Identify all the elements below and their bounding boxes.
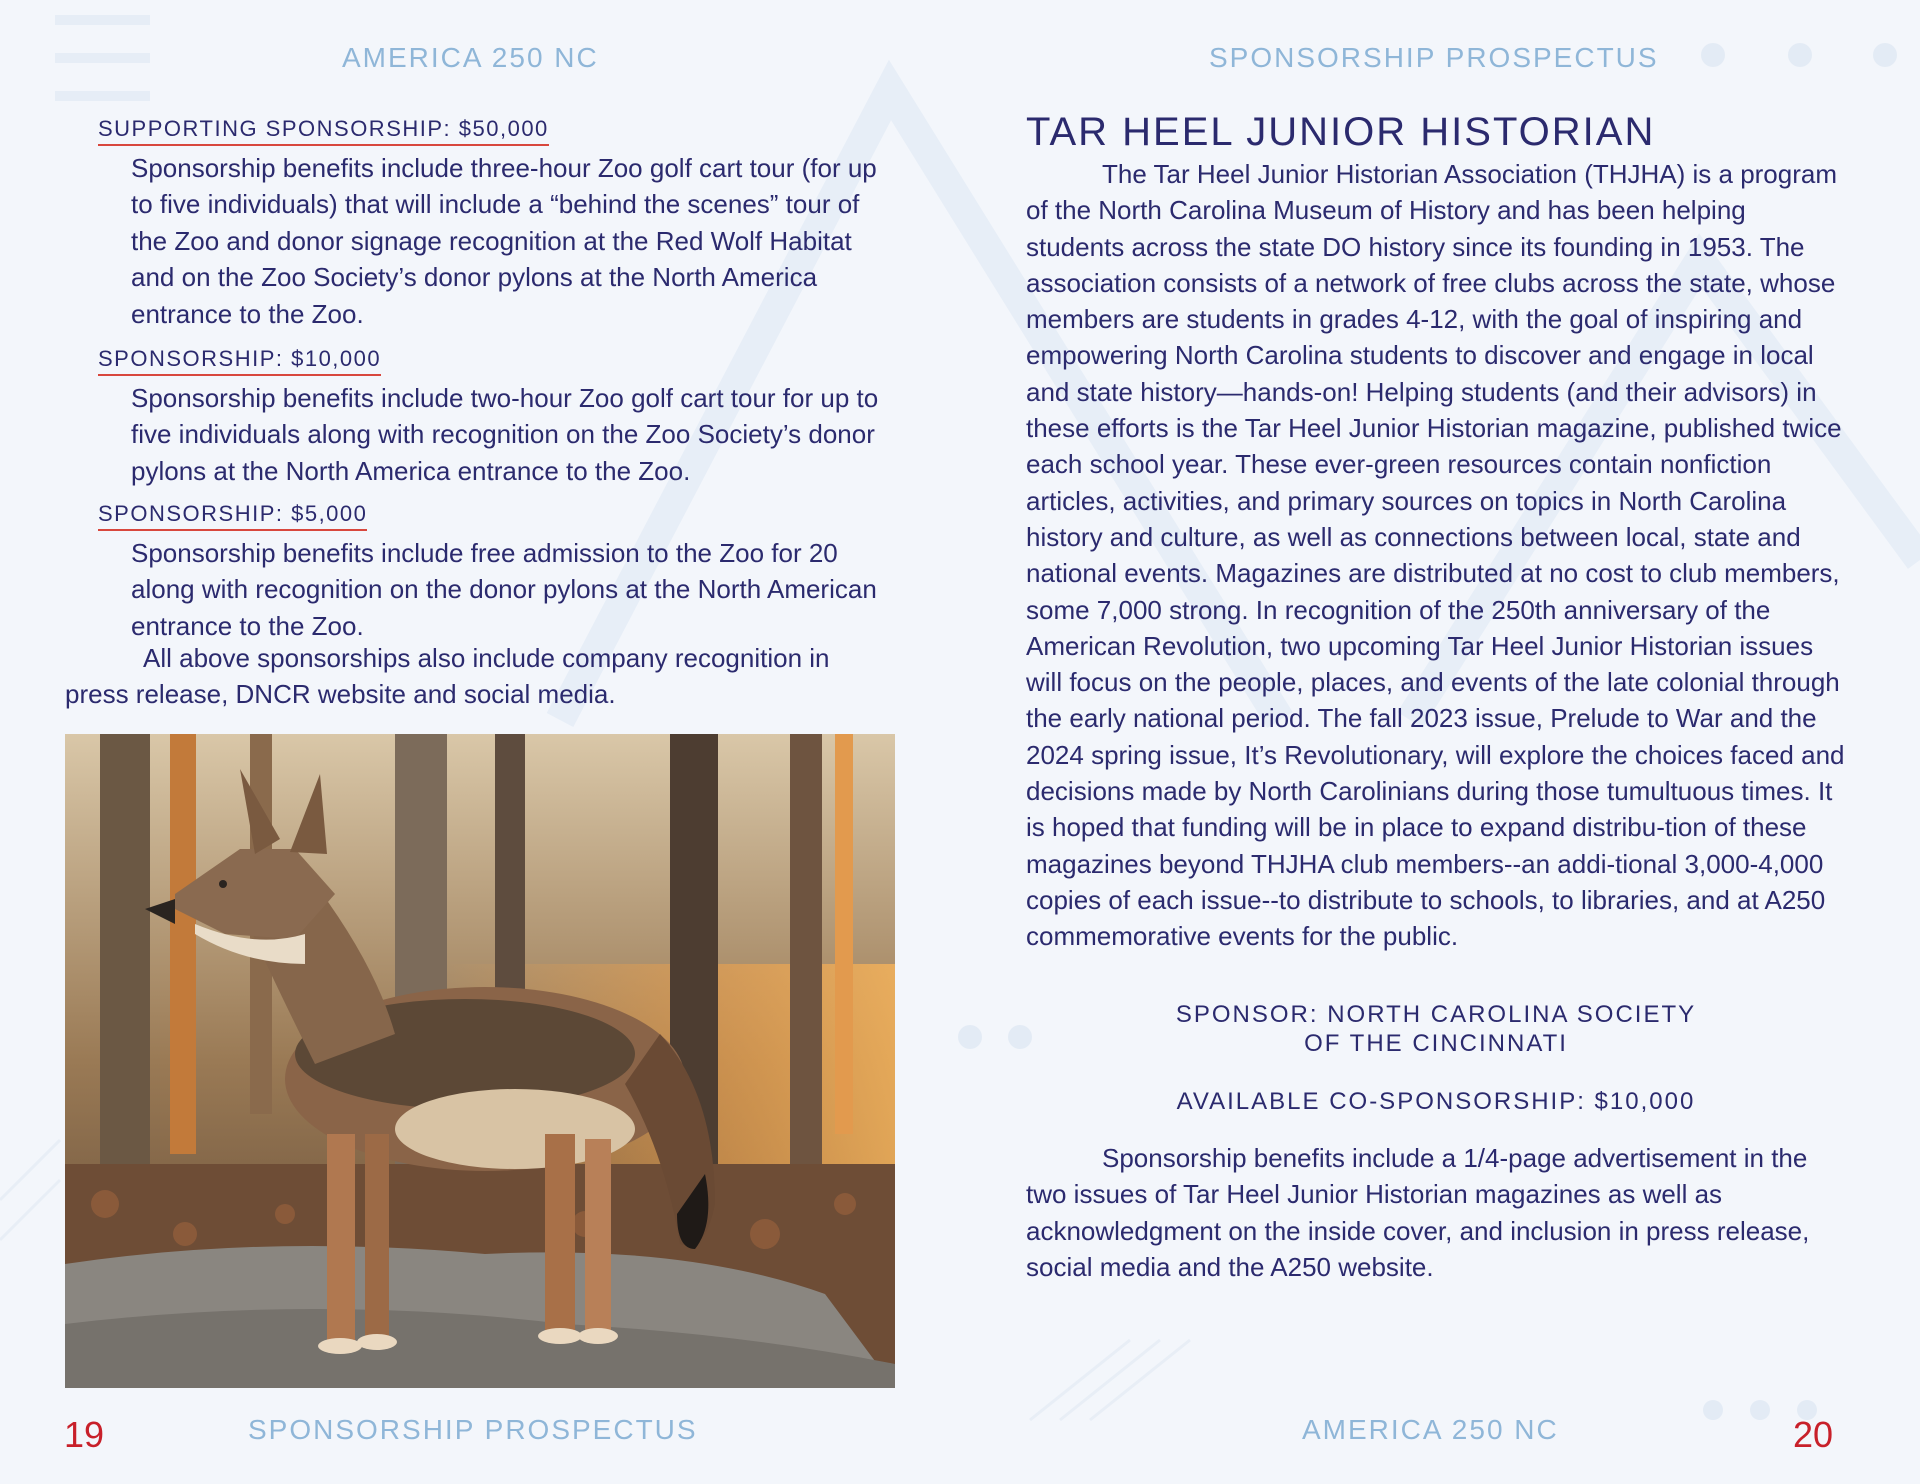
left-running-head: AMERICA 250 NC (342, 42, 599, 73)
sponsorship-10000 (98, 346, 898, 489)
sponsor-line-1: SPONSOR: NORTH CAROLINA SOCIETY (1175, 1001, 1697, 1028)
sponsor-line-2: OF THE CINCINNATI (1304, 1030, 1568, 1057)
sponsorship-heading: SPONSORSHIP: $5,000 (98, 501, 367, 531)
sponsorship-body: Sponsorship benefits include three-hour Zoo golf cart tour (for up to five individuals) that will include a “behind the scenes” tour of the Zoo and donor signage recognition at the Red Wolf Habitat and on the Zoo Society’s donor pylons at the North America entrance to the Zoo. (131, 153, 877, 329)
right-page (960, 0, 1920, 1484)
right-running-head: SPONSORSHIP PROSPECTUS (1209, 42, 1659, 73)
sponsorship-body: Sponsorship benefits include free admission to the Zoo for 20 along with recognition on the donor pylons at the North American entrance to the Zoo. (131, 538, 877, 641)
right-footer-label: AMERICA 250 NC (1302, 1414, 1559, 1445)
article-body: The Tar Heel Junior Historian Association (THJHA) is a program of the North Carolina Museum of History and has been helping students across the state DO history since its founding in 1953. The association consists of a network of free clubs across the state, whose members are students in grades 4-12, with the goal of inspiring and empowering North Carolina students to discover and engage in local and state history—hands-on! Helping students (and their advisors) in these efforts is the Tar Heel Junior Historian magazine, published twice each school year. These ever-green resources contain nonfiction articles, activities, and primary sources on topics in North Carolina history and culture, as well as connections between local, state and national events. Magazines are distributed at no cost to club members, some 7,000 strong. In recognition of the 250th anniversary of the American Revolution, two upcoming Tar Heel Junior Historian issues will focus on the people, places, and events of the late colonial through the early national period. The fall 2023 issue, Prelude to War and the 2024 spring issue, It’s Revolutionary, will explore the choices faced and decisions made by North Carolinians during those tumultuous times. It is hoped that funding will be in place to expand distribu-tion of these magazines beyond THJHA club members--an addi-tional 3,000-4,000 copies of each issue--to distribute to schools, to libraries, and at A250 commemorative events for the public. (1026, 159, 1845, 952)
sponsorship-note: All above sponsorships also include company recognition in press release, DNCR website and social media. (65, 643, 830, 710)
sponsorship-5000 (98, 501, 898, 644)
sponsorship-heading: SPONSORSHIP: $10,000 (98, 346, 381, 376)
cosponsorship-heading: AVAILABLE CO-SPONSORSHIP: $10,000 (1176, 1088, 1696, 1115)
left-footer-label: SPONSORSHIP PROSPECTUS (248, 1414, 698, 1445)
page-number-right: 20 (1793, 1414, 1834, 1455)
cosponsorship-body: Sponsorship benefits include a 1/4-page advertisement in the two issues of Tar Heel Junior Historian magazines as well as acknowledgment on the inside cover, and inclusion in press release, social media and the A250 website. (1026, 1143, 1810, 1283)
wolf-illustration (65, 734, 895, 1388)
sponsor-line (1026, 1000, 1846, 1058)
red-wolf-photo (65, 734, 895, 1388)
article-title: TAR HEEL JUNIOR HISTORIAN (1026, 110, 1656, 154)
page-number-left: 19 (64, 1414, 105, 1455)
sponsorship-body: Sponsorship benefits include two-hour Zoo golf cart tour for up to five individuals along with recognition on the Zoo Society’s donor pylons at the North America entrance to the Zoo. (131, 383, 879, 486)
sponsorship-heading: SUPPORTING SPONSORSHIP: $50,000 (98, 116, 549, 146)
sponsorship-50000 (98, 116, 898, 332)
